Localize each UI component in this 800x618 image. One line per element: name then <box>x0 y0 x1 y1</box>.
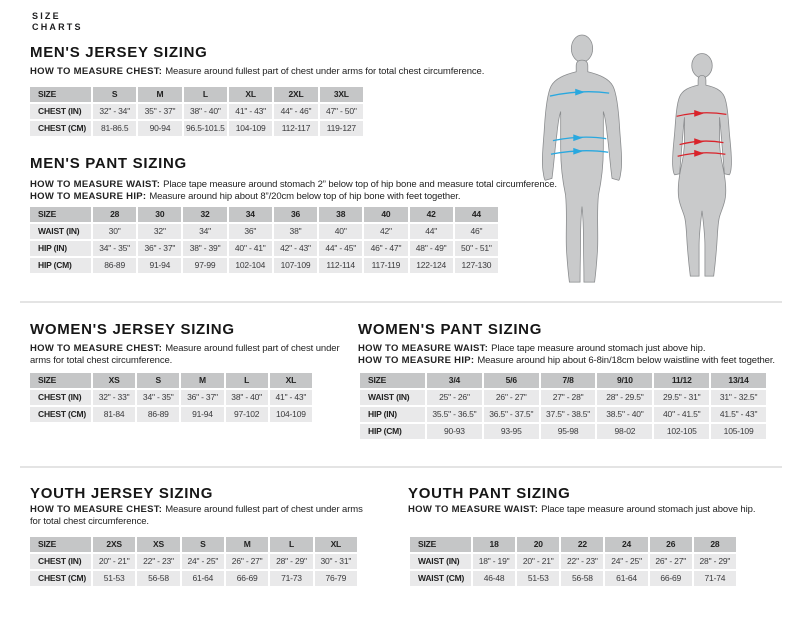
size-value-cell: 26" - 27" <box>226 554 268 569</box>
male-head <box>571 35 592 62</box>
howto-label: HOW TO MEASURE WAIST: <box>408 504 542 515</box>
howto-text: Measure around fullest part of chest under arms for total chest circumference. <box>165 66 485 77</box>
youth-jersey-heading: YOUTH JERSEY SIZING <box>30 485 214 502</box>
table-row <box>30 258 498 273</box>
size-column-header: 5/6 <box>484 373 539 388</box>
table-row <box>30 121 363 136</box>
table-row <box>30 571 357 586</box>
page-title-line: CHARTS <box>32 22 83 32</box>
womens-pant-instructions <box>358 343 800 367</box>
size-value-cell: 34" - 35" <box>137 390 179 405</box>
size-column-header: S <box>93 87 136 102</box>
size-column-header: 36 <box>274 207 317 222</box>
size-column-header: 44 <box>455 207 498 222</box>
table-header-row <box>30 373 312 388</box>
size-value-cell: 40" - 41" <box>229 241 272 256</box>
size-column-header: S <box>137 373 179 388</box>
howto-text: Place tape measure around stomach just above hip. <box>491 343 706 354</box>
size-value-cell: 41" - 43" <box>229 104 272 119</box>
size-value-cell: 97-102 <box>226 407 268 422</box>
female-body-silhouette <box>673 75 732 276</box>
size-column-header: 38 <box>319 207 362 222</box>
table-row <box>360 390 766 405</box>
size-value-cell: 38" - 40" <box>226 390 268 405</box>
size-value-cell: 90-94 <box>138 121 181 136</box>
size-label-header: SIZE <box>30 373 91 388</box>
mens-pant-heading: MEN'S PANT SIZING <box>30 155 187 172</box>
size-value-cell: 36" <box>229 224 272 239</box>
size-value-cell: 97-99 <box>183 258 226 273</box>
size-value-cell: 117-119 <box>364 258 407 273</box>
size-value-cell: 66-69 <box>226 571 268 586</box>
table-row <box>30 390 312 405</box>
size-value-cell: 112-114 <box>319 258 362 273</box>
size-column-header: 2XS <box>93 537 135 552</box>
howto-line <box>358 355 800 367</box>
womens-jersey-table <box>28 371 314 424</box>
section-divider <box>20 466 782 468</box>
youth-pant-heading: YOUTH PANT SIZING <box>408 485 571 502</box>
size-column-header: XL <box>229 87 272 102</box>
size-column-header: 30 <box>138 207 181 222</box>
size-label-header: SIZE <box>30 537 91 552</box>
size-column-header: 9/10 <box>597 373 652 388</box>
table-row <box>30 407 312 422</box>
size-column-header: 42 <box>410 207 453 222</box>
size-column-header: L <box>184 87 227 102</box>
howto-label: HOW TO MEASURE HIP: <box>358 355 478 366</box>
size-column-header: 34 <box>229 207 272 222</box>
howto-text: Place tape measure around stomach 2” below top of hip bone and measure total circumference. <box>163 179 557 190</box>
size-value-cell: 34" <box>183 224 226 239</box>
size-value-cell: 51-53 <box>93 571 135 586</box>
size-value-cell: 41" - 43" <box>270 390 312 405</box>
table-row <box>360 407 766 422</box>
size-value-cell: 28" - 29.5" <box>597 390 652 405</box>
size-value-cell: 71-73 <box>270 571 312 586</box>
table-header-row <box>30 207 498 222</box>
size-value-cell: 36" - 37" <box>138 241 181 256</box>
size-value-cell: 119-127 <box>320 121 363 136</box>
table-header-row <box>410 537 736 552</box>
size-value-cell: 81-86.5 <box>93 121 136 136</box>
row-label: HIP (IN) <box>30 241 91 256</box>
size-value-cell: 24" - 25" <box>182 554 224 569</box>
howto-label: HOW TO MEASURE HIP: <box>30 191 150 202</box>
womens-jersey-instructions <box>30 343 346 367</box>
size-value-cell: 102-104 <box>229 258 272 273</box>
size-value-cell: 46" <box>455 224 498 239</box>
size-value-cell: 22" - 23" <box>561 554 603 569</box>
size-value-cell: 28" - 29" <box>694 554 736 569</box>
size-column-header: 24 <box>605 537 647 552</box>
size-value-cell: 71-74 <box>694 571 736 586</box>
size-value-cell: 50" - 51" <box>455 241 498 256</box>
youth-jersey-table <box>28 535 359 588</box>
size-value-cell: 42" <box>364 224 407 239</box>
youth-pant-instructions <box>408 504 778 516</box>
size-value-cell: 26" - 27" <box>650 554 692 569</box>
size-column-header: 26 <box>650 537 692 552</box>
size-column-header: 28 <box>93 207 136 222</box>
size-column-header: 18 <box>473 537 515 552</box>
size-value-cell: 112-117 <box>274 121 317 136</box>
row-label: CHEST (CM) <box>30 407 91 422</box>
size-column-header: 32 <box>183 207 226 222</box>
size-column-header: XL <box>270 373 312 388</box>
howto-line <box>408 504 778 516</box>
size-value-cell: 86-89 <box>93 258 136 273</box>
howto-label: HOW TO MEASURE WAIST: <box>30 179 164 190</box>
size-value-cell: 40" - 41.5" <box>654 407 709 422</box>
womens-jersey-heading: WOMEN'S JERSEY SIZING <box>30 321 235 338</box>
size-value-cell: 104-109 <box>270 407 312 422</box>
row-label: HIP (CM) <box>360 424 425 439</box>
table-row <box>30 104 363 119</box>
size-value-cell: 31" - 32.5" <box>711 390 766 405</box>
row-label: WAIST (CM) <box>410 571 471 586</box>
size-column-header: 28 <box>694 537 736 552</box>
size-value-cell: 44" - 46" <box>274 104 317 119</box>
size-value-cell: 35" - 37" <box>138 104 181 119</box>
size-value-cell: 38" - 39" <box>183 241 226 256</box>
size-value-cell: 28" - 29" <box>270 554 312 569</box>
size-value-cell: 30" - 31" <box>315 554 357 569</box>
size-column-header: S <box>182 537 224 552</box>
page-title-line: SIZE <box>32 11 61 21</box>
size-value-cell: 76-79 <box>315 571 357 586</box>
size-value-cell: 48" - 49" <box>410 241 453 256</box>
size-value-cell: 107-109 <box>274 258 317 273</box>
size-column-header: 40 <box>364 207 407 222</box>
size-value-cell: 81-84 <box>93 407 135 422</box>
size-value-cell: 61-64 <box>605 571 647 586</box>
size-label-header: SIZE <box>30 87 91 102</box>
size-value-cell: 27" - 28" <box>541 390 596 405</box>
size-value-cell: 42" - 43" <box>274 241 317 256</box>
section-divider <box>20 301 782 303</box>
size-column-header: 7/8 <box>541 373 596 388</box>
howto-text: Measure around fullest part of chest under arms for total chest circumference. <box>30 504 363 527</box>
mens-pant-table <box>28 205 500 275</box>
row-label: CHEST (IN) <box>30 390 91 405</box>
size-value-cell: 98-02 <box>597 424 652 439</box>
size-value-cell: 26" - 27" <box>484 390 539 405</box>
size-value-cell: 38.5" - 40" <box>597 407 652 422</box>
size-value-cell: 46-48 <box>473 571 515 586</box>
size-column-header: L <box>270 537 312 552</box>
size-value-cell: 47" - 50" <box>320 104 363 119</box>
table-header-row <box>360 373 766 388</box>
size-value-cell: 56-58 <box>137 571 179 586</box>
youth-pant-table <box>408 535 738 588</box>
size-column-header: XS <box>137 537 179 552</box>
size-value-cell: 24" - 25" <box>605 554 647 569</box>
size-value-cell: 44" - 45" <box>319 241 362 256</box>
table-header-row <box>30 537 357 552</box>
male-body-silhouette <box>542 60 621 282</box>
size-label-header: SIZE <box>360 373 425 388</box>
row-label: WAIST (IN) <box>30 224 91 239</box>
row-label: CHEST (IN) <box>30 104 91 119</box>
size-value-cell: 36" - 37" <box>181 390 223 405</box>
howto-label: HOW TO MEASURE WAIST: <box>358 343 492 354</box>
row-label: HIP (IN) <box>360 407 425 422</box>
size-value-cell: 38" <box>274 224 317 239</box>
size-value-cell: 105-109 <box>711 424 766 439</box>
size-value-cell: 34" - 35" <box>93 241 136 256</box>
howto-text: Measure around hip about 6-8in/18cm below waistline with feet together. <box>477 355 775 366</box>
table-row <box>410 571 736 586</box>
size-value-cell: 22" - 23" <box>137 554 179 569</box>
size-value-cell: 90-93 <box>427 424 482 439</box>
howto-line <box>30 343 346 367</box>
size-value-cell: 25" - 26" <box>427 390 482 405</box>
mens-jersey-table <box>28 85 365 138</box>
size-column-header: L <box>226 373 268 388</box>
table-header-row <box>30 87 363 102</box>
page-title <box>32 11 83 33</box>
size-value-cell: 127-130 <box>455 258 498 273</box>
row-label: WAIST (IN) <box>410 554 471 569</box>
size-value-cell: 91-94 <box>138 258 181 273</box>
size-value-cell: 46" - 47" <box>364 241 407 256</box>
howto-label: HOW TO MEASURE CHEST: <box>30 343 166 354</box>
size-value-cell: 36.5" - 37.5" <box>484 407 539 422</box>
row-label: CHEST (CM) <box>30 121 91 136</box>
table-row <box>360 424 766 439</box>
size-column-header: XS <box>93 373 135 388</box>
size-column-header: 3/4 <box>427 373 482 388</box>
size-value-cell: 35.5" - 36.5" <box>427 407 482 422</box>
size-value-cell: 32" <box>138 224 181 239</box>
size-value-cell: 102-105 <box>654 424 709 439</box>
size-value-cell: 38" - 40" <box>184 104 227 119</box>
size-value-cell: 95-98 <box>541 424 596 439</box>
size-column-header: M <box>181 373 223 388</box>
female-figure-diagram <box>664 50 740 282</box>
size-value-cell: 51-53 <box>517 571 559 586</box>
size-column-header: M <box>138 87 181 102</box>
size-column-header: XL <box>315 537 357 552</box>
row-label: CHEST (IN) <box>30 554 91 569</box>
size-value-cell: 41.5" - 43" <box>711 407 766 422</box>
size-value-cell: 93-95 <box>484 424 539 439</box>
size-column-header: 13/14 <box>711 373 766 388</box>
female-head <box>692 53 712 77</box>
size-value-cell: 20" - 21" <box>93 554 135 569</box>
size-value-cell: 66-69 <box>650 571 692 586</box>
size-value-cell: 86-89 <box>137 407 179 422</box>
size-column-header: 11/12 <box>654 373 709 388</box>
row-label: CHEST (CM) <box>30 571 91 586</box>
size-value-cell: 18" - 19" <box>473 554 515 569</box>
howto-label: HOW TO MEASURE CHEST: <box>30 504 166 515</box>
size-value-cell: 20" - 21" <box>517 554 559 569</box>
size-value-cell: 91-94 <box>181 407 223 422</box>
womens-pant-heading: WOMEN'S PANT SIZING <box>358 321 543 338</box>
size-value-cell: 61-64 <box>182 571 224 586</box>
howto-label: HOW TO MEASURE CHEST: <box>30 66 166 77</box>
size-value-cell: 56-58 <box>561 571 603 586</box>
size-value-cell: 40" <box>319 224 362 239</box>
size-value-cell: 96.5-101.5 <box>184 121 227 136</box>
howto-text: Measure around hip about 8”/20cm below top of hip bone with feet together. <box>149 191 461 202</box>
male-figure-diagram <box>538 34 626 286</box>
size-column-header: 20 <box>517 537 559 552</box>
size-value-cell: 30" <box>93 224 136 239</box>
table-row <box>30 554 357 569</box>
size-column-header: 3XL <box>320 87 363 102</box>
size-column-header: 22 <box>561 537 603 552</box>
table-row <box>30 224 498 239</box>
table-row <box>410 554 736 569</box>
size-value-cell: 37.5" - 38.5" <box>541 407 596 422</box>
size-column-header: 2XL <box>274 87 317 102</box>
size-value-cell: 44" <box>410 224 453 239</box>
table-row <box>30 241 498 256</box>
howto-line <box>358 343 800 355</box>
size-label-header: SIZE <box>410 537 471 552</box>
size-value-cell: 104-109 <box>229 121 272 136</box>
howto-text: Place tape measure around stomach just above hip. <box>541 504 756 515</box>
howto-line <box>30 504 376 528</box>
womens-pant-table <box>358 371 768 441</box>
size-value-cell: 122-124 <box>410 258 453 273</box>
size-column-header: M <box>226 537 268 552</box>
size-label-header: SIZE <box>30 207 91 222</box>
youth-jersey-instructions <box>30 504 376 528</box>
size-value-cell: 32" - 33" <box>93 390 135 405</box>
mens-jersey-heading: MEN'S JERSEY SIZING <box>30 44 208 61</box>
howto-text: Measure around fullest part of chest under arms for total chest circumference. <box>30 343 340 366</box>
row-label: WAIST (IN) <box>360 390 425 405</box>
size-value-cell: 29.5" - 31" <box>654 390 709 405</box>
row-label: HIP (CM) <box>30 258 91 273</box>
size-value-cell: 32" - 34" <box>93 104 136 119</box>
